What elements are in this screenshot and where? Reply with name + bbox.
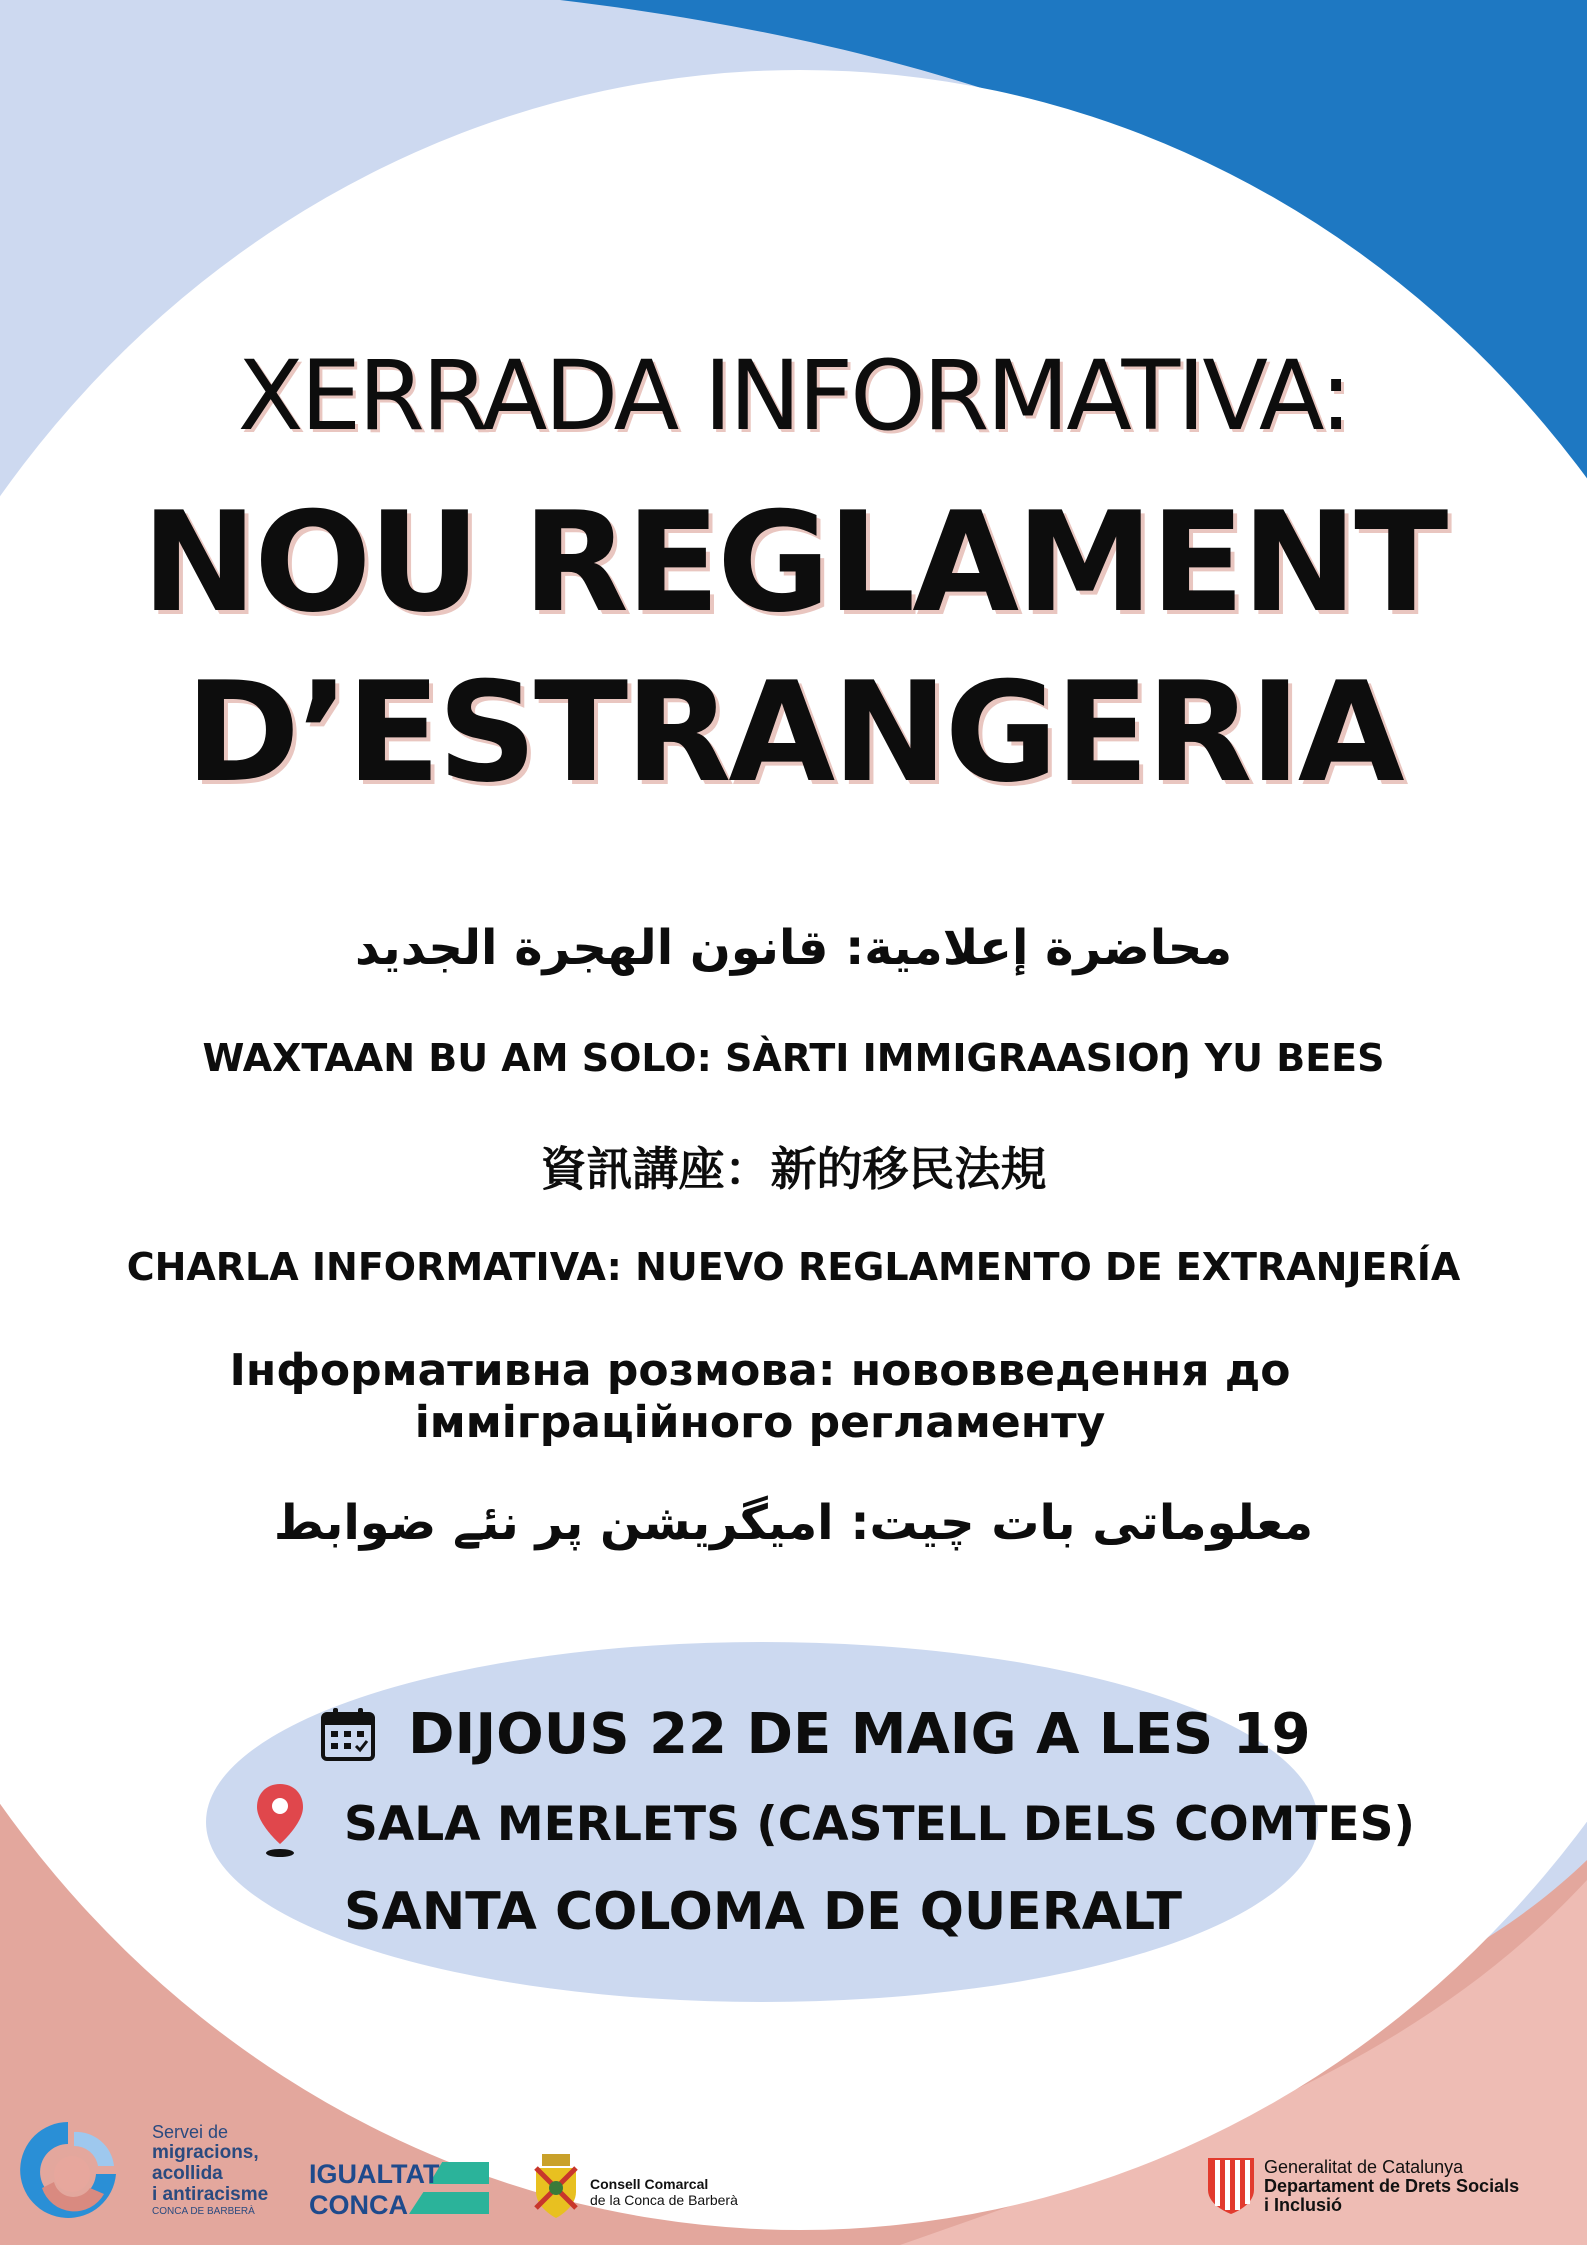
kicker-heading: XERRADA INFORMATIVA: xyxy=(237,340,1350,452)
ukrainian-translation xyxy=(0,1345,1520,1449)
calendar-icon xyxy=(320,1706,376,1762)
event-date: DIJOUS 22 DE MAIG A LES 19 xyxy=(408,1702,1311,1767)
igualtat-bar-bottom xyxy=(409,2192,489,2214)
smig-line4: i antiracisme xyxy=(152,2184,269,2205)
smig-line5: CONCA DE BARBERÀ xyxy=(152,2206,255,2217)
smig-line2: migracions, xyxy=(152,2142,259,2163)
smig-line3: acollida xyxy=(152,2163,223,2184)
ukrainian-line2: імміграційного регламенту xyxy=(414,1397,1106,1448)
consell-comarcal-logo xyxy=(530,2152,750,2222)
ukrainian-line1: Інформативна розмова: нововведення до xyxy=(229,1345,1291,1396)
smig-line1: Servei de xyxy=(152,2122,229,2142)
consell-line2: de la Conca de Barberà xyxy=(590,2192,738,2208)
senyera-shield-icon xyxy=(1206,2156,1256,2216)
event-town: SANTA COLOMA DE QUERALT xyxy=(344,1882,1182,1942)
urdu-translation: معلوماتی بات چیت: امیگریشن پر نئے ضوابط xyxy=(273,1495,1314,1551)
wolof-translation: WAXTAAN BU AM SOLO: SÀRTI IMMIGRAASIOŊ YU BEES xyxy=(202,1036,1385,1080)
generalitat-line3: i Inclusió xyxy=(1264,2195,1343,2215)
spanish-translation: CHARLA INFORMATIVA: NUEVO REGLAMENTO DE EXTRANJERÍA xyxy=(126,1245,1461,1289)
map-pin-icon xyxy=(254,1782,306,1860)
consell-line1: Consell Comarcal xyxy=(590,2176,709,2192)
coat-of-arms-icon xyxy=(530,2152,582,2220)
generalitat-line2: Departament de Drets Socials xyxy=(1264,2176,1520,2196)
main-title-line1: NOU REGLAMENT xyxy=(141,482,1446,643)
igualtat-conca-logo xyxy=(307,2157,492,2221)
generalitat-logo xyxy=(1206,2154,1586,2224)
migrations-service-logo xyxy=(12,2116,124,2224)
main-title-line2: D’ESTRANGERIA xyxy=(185,652,1402,813)
arabic-translation: محاضرة إعلامية: قانون الهجرة الجديد xyxy=(354,920,1233,976)
generalitat-line1: Generalitat de Catalunya xyxy=(1264,2157,1464,2177)
migrations-service-text xyxy=(152,2122,268,2219)
generalitat-text xyxy=(1264,2158,1519,2215)
conca-word: CONCA xyxy=(309,2190,408,2220)
chinese-translation: 資訊講座：新的移民法規 xyxy=(540,1142,1047,1196)
event-venue: SALA MERLETS (CASTELL DELS COMTES) xyxy=(344,1797,1415,1852)
consell-comarcal-text xyxy=(590,2176,738,2208)
igualtat-word: IGUALTAT xyxy=(309,2159,440,2189)
